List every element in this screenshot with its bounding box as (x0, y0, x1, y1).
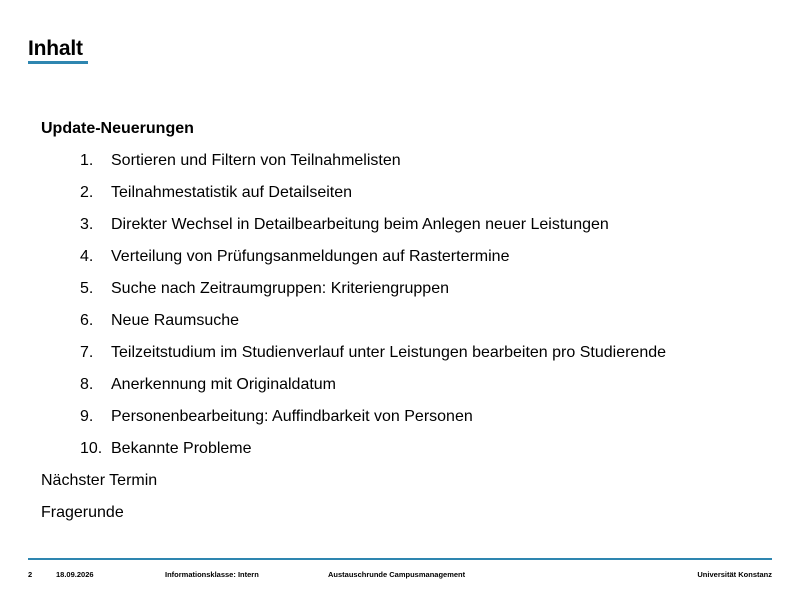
list-item-text: Teilzeitstudium im Studienverlauf unter Leistungen bearbeiten pro Studierende (111, 344, 667, 361)
list-item-number: 1. (80, 152, 94, 169)
list-item-number: 4. (80, 248, 94, 265)
list-item-number: 6. (80, 312, 94, 329)
list-item (41, 375, 780, 407)
list-item (41, 247, 780, 279)
list-item-number: 2. (80, 184, 94, 201)
slide-content (41, 119, 780, 535)
list-item-number: 8. (80, 376, 94, 393)
footer-divider (28, 558, 772, 560)
list-item (41, 343, 780, 375)
list-item-text: Direkter Wechsel in Detailbearbeitung beim Anlegen neuer Leistungen (111, 216, 609, 233)
slide-title: Inhalt (28, 37, 83, 60)
title-underline (28, 61, 88, 64)
footer-date: 18.09.2026 (56, 570, 94, 579)
list-item-number: 9. (80, 408, 94, 425)
list-item (41, 407, 780, 439)
list-item-number: 3. (80, 216, 94, 233)
list-item-text: Suche nach Zeitraumgruppen: Kriteriengruppen (111, 280, 449, 297)
section-update-neuerungen: Update-Neuerungen (41, 120, 194, 137)
list-item-number: 7. (80, 344, 94, 361)
list-item (41, 279, 780, 311)
list-item-number: 5. (80, 280, 94, 297)
list-item (41, 151, 780, 183)
list-item-text: Bekannte Probleme (111, 440, 252, 457)
list-item-text: Neue Raumsuche (111, 312, 240, 329)
footer-page-number: 2 (28, 570, 33, 579)
list-item (41, 183, 780, 215)
list-item (41, 311, 780, 343)
section-naechster-termin: Nächster Termin (41, 472, 158, 489)
footer-university: Universität Konstanz (697, 570, 772, 579)
list-item-text: Sortieren und Filtern von Teilnahmelisten (111, 152, 401, 169)
list-item-number: 10. (80, 440, 103, 457)
list-item-text: Personenbearbeitung: Auffindbarkeit von Personen (111, 408, 473, 425)
list-item-text: Anerkennung mit Originaldatum (111, 376, 337, 393)
list-item-text: Verteilung von Prüfungsanmeldungen auf Rastertermine (111, 248, 510, 265)
section-fragerunde: Fragerunde (41, 504, 124, 521)
list-item (41, 215, 780, 247)
footer-event: Austauschrunde Campusmanagement (328, 570, 466, 579)
list-item (41, 439, 780, 471)
list-item-text: Teilnahmestatistik auf Detailseiten (111, 184, 353, 201)
footer-classification: Informationsklasse: Intern (165, 570, 259, 579)
update-list (41, 151, 780, 471)
